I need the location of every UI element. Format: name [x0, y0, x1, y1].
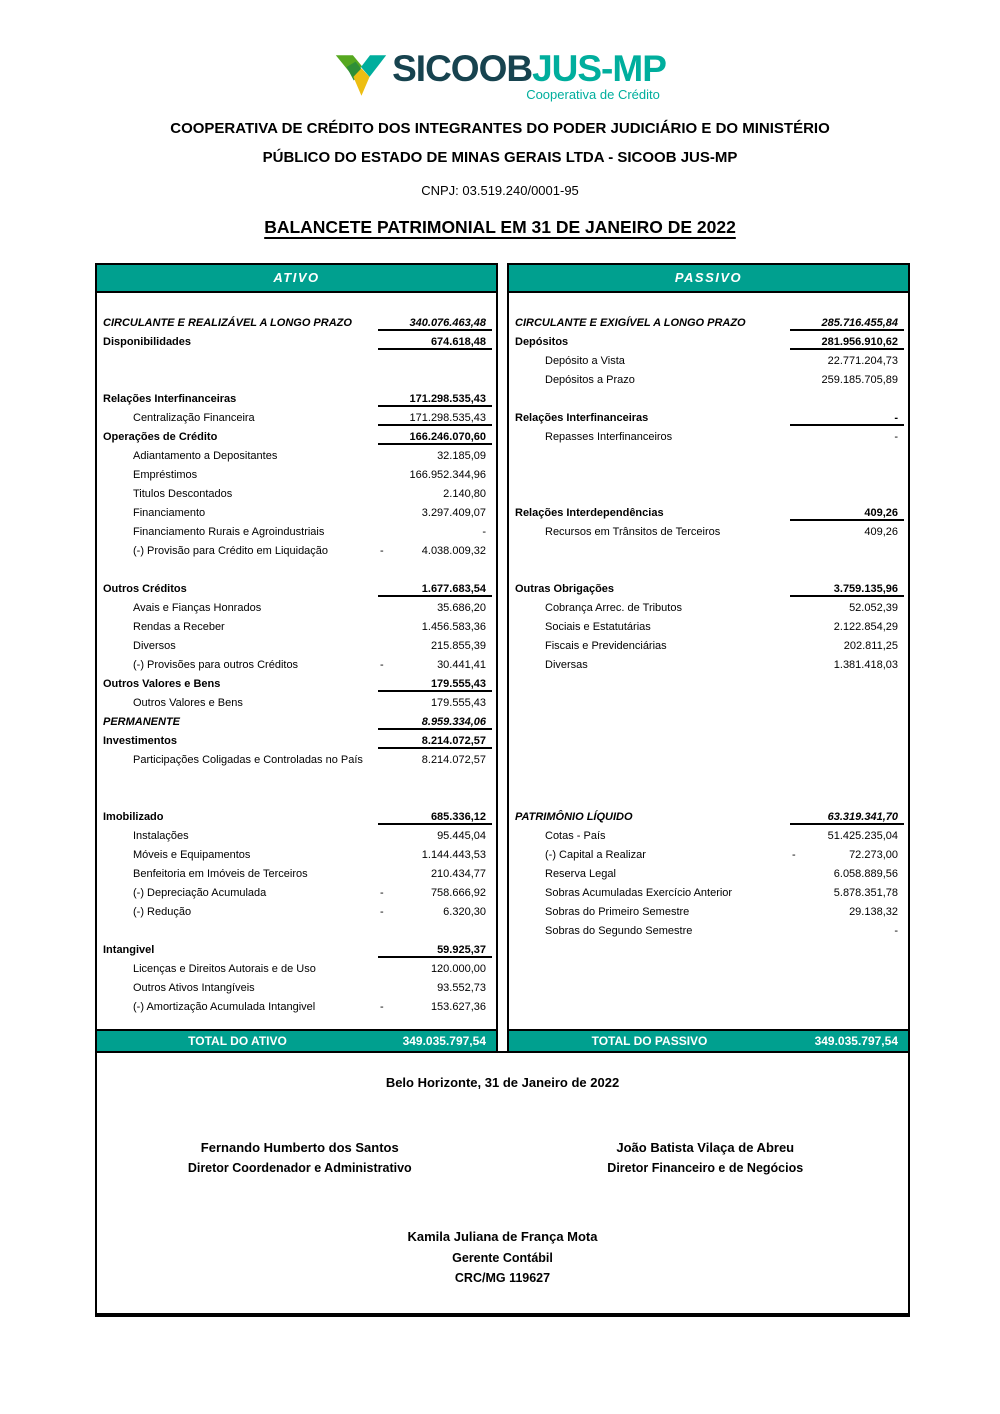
place-date: Belo Horizonte, 31 de Janeiro de 2022 — [385, 1075, 620, 1090]
row-label: Cobrança Arrec. de Tributos — [545, 602, 682, 614]
row-amount: 153.627,36 — [430, 1001, 486, 1013]
row-value — [790, 656, 904, 675]
table-row — [509, 903, 908, 922]
row-amount: 758.666,92 — [430, 887, 486, 899]
table-row — [97, 428, 496, 447]
table-row — [509, 371, 908, 390]
row-label: Benfeitoria em Imóveis de Terceiros — [133, 868, 308, 880]
row-label: Outros Valores e Bens — [103, 678, 221, 690]
row-label: Rendas a Receber — [133, 621, 225, 633]
row-value — [378, 865, 492, 884]
row-label: Diversas — [545, 659, 588, 671]
row-label: (-) Capital a Realizar — [545, 849, 646, 861]
ativo-rows — [97, 293, 496, 1029]
row-label: Repasses Interfinanceiros — [545, 431, 673, 443]
passivo-header: PASSIVO — [509, 265, 908, 293]
row-label: Relações Interfinanceiras — [103, 393, 237, 405]
table-row — [509, 314, 908, 333]
row-amount: 59.925,37 — [437, 944, 486, 956]
row-amount: 22.771.204,73 — [827, 355, 898, 367]
minus-sign: - — [380, 659, 384, 671]
row-label: Relações Interfinanceiras — [515, 412, 649, 424]
row-value — [790, 884, 904, 903]
table-row — [97, 998, 496, 1017]
row-label: Diversos — [133, 640, 176, 652]
sicoob-v-icon — [334, 52, 388, 100]
table-row — [509, 580, 908, 599]
row-label: (-) Redução — [133, 906, 192, 918]
row-value — [378, 903, 492, 922]
row-value — [790, 637, 904, 656]
table-row — [509, 865, 908, 884]
row-amount: 6.320,30 — [443, 906, 486, 918]
row-amount: 1.677.683,54 — [421, 583, 486, 595]
row-value — [378, 960, 492, 979]
table-row — [509, 941, 908, 960]
row-amount: 210.434,77 — [430, 868, 486, 880]
row-label: Outros Ativos Intangíveis — [133, 982, 255, 994]
row-amount: 30.441,41 — [437, 659, 486, 671]
table-row — [97, 618, 496, 637]
table-row — [97, 466, 496, 485]
minus-sign: - — [380, 545, 384, 557]
table-row — [97, 333, 496, 352]
row-label: Outros Créditos — [103, 583, 187, 595]
table-row — [509, 827, 908, 846]
row-amount: 1.456.583,36 — [421, 621, 486, 633]
brand-sicoob: SICOOB — [392, 48, 533, 89]
row-amount: 1.381.418,03 — [833, 659, 898, 671]
brand-tagline: Cooperativa de Crédito — [526, 87, 660, 102]
table-row — [509, 998, 908, 1017]
row-label: Adiantamento a Depositantes — [133, 450, 278, 462]
ativo-column — [95, 263, 498, 1053]
row-value — [378, 846, 492, 865]
total-passivo-label: TOTAL DO PASSIVO — [591, 1034, 708, 1048]
table-row — [97, 637, 496, 656]
row-label: Móveis e Equipamentos — [133, 849, 251, 861]
table-row — [97, 713, 496, 732]
table-row — [97, 846, 496, 865]
row-value — [378, 466, 492, 485]
row-label: Licenças e Direitos Autorais e de Uso — [133, 963, 316, 975]
total-passivo-value: 349.035.797,54 — [814, 1034, 898, 1048]
row-value — [378, 884, 492, 903]
row-value — [378, 751, 492, 770]
table-row — [509, 808, 908, 827]
table-row — [509, 694, 908, 713]
table-row — [97, 447, 496, 466]
table-row — [509, 485, 908, 504]
table-row — [97, 371, 496, 390]
row-value — [378, 941, 492, 958]
brand-jusmp: JUS-MP — [532, 48, 666, 89]
signature-block-3 — [97, 1229, 908, 1285]
table-row — [97, 941, 496, 960]
signature-block-1 — [97, 1140, 503, 1175]
row-value — [378, 428, 492, 445]
row-value — [378, 333, 492, 350]
row-label: Centralização Financeira — [133, 412, 255, 424]
row-amount: 6.058.889,56 — [833, 868, 898, 880]
minus-sign: - — [380, 906, 384, 918]
row-value — [790, 352, 904, 371]
table-row — [97, 903, 496, 922]
table-row — [97, 504, 496, 523]
row-amount: 685.336,12 — [430, 811, 486, 823]
table-row — [97, 409, 496, 428]
row-value — [790, 371, 904, 390]
row-amount: 120.000,00 — [430, 963, 486, 975]
row-value — [378, 732, 492, 749]
balance-sheet — [95, 263, 910, 1317]
row-value — [790, 523, 904, 542]
row-value — [378, 713, 492, 730]
row-amount: 281.956.910,62 — [821, 336, 898, 348]
row-label: Disponibilidades — [103, 336, 192, 348]
table-row — [509, 561, 908, 580]
signer-crc: CRC/MG 119627 — [454, 1271, 551, 1285]
table-row — [97, 390, 496, 409]
row-label: CIRCULANTE E REALIZÁVEL A LONGO PRAZO — [103, 317, 352, 329]
row-value — [378, 485, 492, 504]
table-row — [97, 599, 496, 618]
table-row — [509, 523, 908, 542]
row-amount: 4.038.009,32 — [421, 545, 486, 557]
row-value — [790, 599, 904, 618]
minus-sign: - — [792, 849, 796, 861]
row-label: Investimentos — [103, 735, 177, 747]
row-value — [790, 846, 904, 865]
row-label: (-) Provisões para outros Créditos — [133, 659, 299, 671]
table-row — [97, 789, 496, 808]
total-ativo-label: TOTAL DO ATIVO — [188, 1034, 287, 1048]
row-value — [790, 333, 904, 350]
logo — [0, 0, 1000, 101]
row-label: Operações de Crédito — [103, 431, 218, 443]
row-amount: 166.952.344,96 — [409, 469, 486, 481]
row-label: PERMANENTE — [103, 716, 181, 728]
passivo-rows — [509, 293, 908, 1029]
table-row — [97, 352, 496, 371]
table-row — [509, 599, 908, 618]
table-row — [509, 390, 908, 409]
table-row — [97, 656, 496, 675]
table-row — [509, 409, 908, 428]
table-row — [509, 428, 908, 447]
signer-name: Kamila Juliana de França Mota — [407, 1229, 598, 1244]
row-label: Sociais e Estatutárias — [545, 621, 651, 633]
row-value — [378, 675, 492, 692]
row-amount: 171.298.535,43 — [409, 412, 486, 424]
minus-sign: - — [380, 1001, 384, 1013]
row-label: Outras Obrigações — [515, 583, 615, 595]
row-amount: 32.185,09 — [437, 450, 486, 462]
signature-block-2 — [503, 1140, 909, 1175]
total-ativo-bar — [95, 1029, 498, 1053]
table-row — [509, 656, 908, 675]
row-amount: 63.319.341,70 — [827, 811, 898, 823]
table-row — [509, 542, 908, 561]
row-amount: 166.246.070,60 — [409, 431, 486, 443]
brand-wordmark — [392, 50, 666, 87]
row-amount: 179.555,43 — [430, 678, 486, 690]
row-label: Sobras do Segundo Semestre — [545, 925, 693, 937]
row-amount: 1.144.443,53 — [421, 849, 486, 861]
row-label: CIRCULANTE E EXIGÍVEL A LONGO PRAZO — [515, 317, 746, 329]
table-row — [509, 675, 908, 694]
org-line-2: PÚBLICO DO ESTADO DE MINAS GERAIS LTDA - SICOOB JUS-MP — [262, 149, 738, 166]
table-row — [97, 922, 496, 941]
table-row — [97, 314, 496, 333]
minus-sign: - — [380, 887, 384, 899]
table-row — [509, 979, 908, 998]
table-row — [509, 732, 908, 751]
row-value — [790, 409, 904, 426]
table-row — [97, 580, 496, 599]
table-row — [509, 618, 908, 637]
table-row — [509, 713, 908, 732]
page-title: BALANCETE PATRIMONIAL EM 31 DE JANEIRO DE 2022 — [264, 217, 736, 237]
table-row — [509, 846, 908, 865]
table-row — [509, 789, 908, 808]
row-label: Depósito a Vista — [545, 355, 625, 367]
row-amount: 2.122.854,29 — [833, 621, 898, 633]
row-label: Financiamento — [133, 507, 206, 519]
row-label: Financiamento Rurais e Agroindustriais — [133, 526, 325, 538]
row-label: Instalações — [133, 830, 189, 842]
organization-name — [0, 114, 1000, 172]
signer-name: Fernando Humberto dos Santos — [200, 1140, 399, 1155]
row-value — [790, 827, 904, 846]
table-row — [509, 637, 908, 656]
table-row — [97, 675, 496, 694]
row-value — [790, 314, 904, 331]
table-row — [97, 865, 496, 884]
row-amount: 51.425.235,04 — [827, 830, 898, 842]
signer-role: Diretor Financeiro e de Negócios — [607, 1161, 804, 1175]
row-value — [378, 390, 492, 407]
table-row — [97, 542, 496, 561]
row-amount: 202.811,25 — [843, 640, 898, 652]
row-amount: 409,26 — [864, 507, 898, 519]
row-value — [790, 428, 904, 447]
table-row — [509, 333, 908, 352]
row-label: Participações Coligadas e Controladas no País — [133, 754, 363, 766]
org-line-1: COOPERATIVA DE CRÉDITO DOS INTEGRANTES DO PODER JUDICIÁRIO E DO MINISTÉRIO — [170, 120, 830, 137]
table-row — [97, 523, 496, 542]
row-amount: 29.138,32 — [849, 906, 898, 918]
row-label: Fiscais e Previdenciárias — [545, 640, 667, 652]
table-row — [97, 485, 496, 504]
row-amount: 3.297.409,07 — [421, 507, 486, 519]
row-label: Depósitos a Prazo — [545, 374, 635, 386]
row-value — [378, 637, 492, 656]
table-row — [97, 884, 496, 903]
table-row — [509, 751, 908, 770]
row-value — [378, 542, 492, 561]
row-value — [378, 580, 492, 597]
row-amount: 340.076.463,48 — [409, 317, 486, 329]
row-value — [378, 656, 492, 675]
table-row — [97, 979, 496, 998]
signer-name: João Batista Vilaça de Abreu — [616, 1140, 795, 1155]
row-value — [378, 523, 492, 542]
table-row — [509, 770, 908, 789]
table-row — [97, 808, 496, 827]
row-label: Sobras Acumuladas Exercício Anterior — [545, 887, 733, 899]
row-value — [378, 599, 492, 618]
row-label: PATRIMÔNIO LÍQUIDO — [515, 811, 633, 823]
row-value — [378, 998, 492, 1017]
row-label: Avais e Fianças Honrados — [133, 602, 262, 614]
row-label: Titulos Descontados — [133, 488, 233, 500]
table-row — [509, 466, 908, 485]
row-value — [790, 580, 904, 597]
row-label: Intangivel — [103, 944, 155, 956]
row-value — [378, 314, 492, 331]
row-value — [378, 694, 492, 713]
table-row — [509, 352, 908, 371]
row-amount: 179.555,43 — [430, 697, 486, 709]
row-value — [790, 504, 904, 521]
row-value — [378, 447, 492, 466]
row-label: Empréstimos — [133, 469, 198, 481]
row-amount: 8.959.334,06 — [421, 716, 486, 728]
row-value — [378, 504, 492, 523]
table-row — [97, 751, 496, 770]
row-amount: 93.552,73 — [437, 982, 486, 994]
row-amount: 5.878.351,78 — [833, 887, 898, 899]
row-amount: 52.052,39 — [849, 602, 898, 614]
row-value — [378, 827, 492, 846]
row-label: Sobras do Primeiro Semestre — [545, 906, 690, 918]
row-value — [790, 922, 904, 941]
row-amount: 259.185.705,89 — [821, 374, 898, 386]
cnpj: CNPJ: 03.519.240/0001-95 — [421, 183, 579, 198]
row-amount: - — [482, 526, 486, 538]
row-value — [790, 903, 904, 922]
table-row — [97, 960, 496, 979]
table-row — [509, 922, 908, 941]
row-amount: 171.298.535,43 — [409, 393, 486, 405]
table-row — [509, 960, 908, 979]
row-label: Reserva Legal — [545, 868, 616, 880]
row-value — [378, 409, 492, 426]
row-value — [378, 979, 492, 998]
table-row — [509, 504, 908, 523]
total-passivo-bar — [507, 1029, 910, 1053]
row-label: (-) Provisão para Crédito em Liquidação — [133, 545, 329, 557]
table-row — [97, 732, 496, 751]
row-amount: 95.445,04 — [437, 830, 486, 842]
table-row — [97, 561, 496, 580]
row-value — [378, 808, 492, 825]
row-amount: 8.214.072,57 — [421, 735, 486, 747]
row-amount: 285.716.455,84 — [821, 317, 898, 329]
row-label: Depósitos — [515, 336, 569, 348]
row-label: Outros Valores e Bens — [133, 697, 243, 709]
row-amount: 215.855,39 — [430, 640, 486, 652]
row-amount: - — [894, 412, 898, 424]
row-amount: - — [894, 925, 898, 937]
row-label: Cotas - País — [545, 830, 606, 842]
row-amount: 35.686,20 — [437, 602, 486, 614]
table-row — [97, 827, 496, 846]
row-amount: 8.214.072,57 — [421, 754, 486, 766]
row-label: (-) Depreciação Acumulada — [133, 887, 267, 899]
row-value — [378, 618, 492, 637]
row-value — [790, 808, 904, 825]
table-row — [97, 770, 496, 789]
signer-role: Gerente Contábil — [452, 1251, 553, 1265]
signer-role: Diretor Coordenador e Administrativo — [187, 1161, 412, 1175]
signature-section — [95, 1051, 910, 1317]
row-amount: 72.273,00 — [849, 849, 898, 861]
table-row — [509, 447, 908, 466]
row-amount: 674.618,48 — [430, 336, 486, 348]
row-amount: 2.140,80 — [443, 488, 486, 500]
row-label: Imobilizado — [103, 811, 164, 823]
row-value — [790, 618, 904, 637]
total-ativo-value: 349.035.797,54 — [402, 1034, 486, 1048]
table-row — [509, 884, 908, 903]
row-value — [790, 865, 904, 884]
row-label: (-) Amortização Acumulada Intangivel — [133, 1001, 316, 1013]
row-label: Relações Interdependências — [515, 507, 664, 519]
row-label: Recursos em Trânsitos de Terceiros — [545, 526, 721, 538]
passivo-column — [507, 263, 910, 1053]
ativo-header: ATIVO — [97, 265, 496, 293]
row-amount: - — [894, 431, 898, 443]
table-row — [97, 694, 496, 713]
row-amount: 409,26 — [864, 526, 898, 538]
row-amount: 3.759.135,96 — [833, 583, 898, 595]
